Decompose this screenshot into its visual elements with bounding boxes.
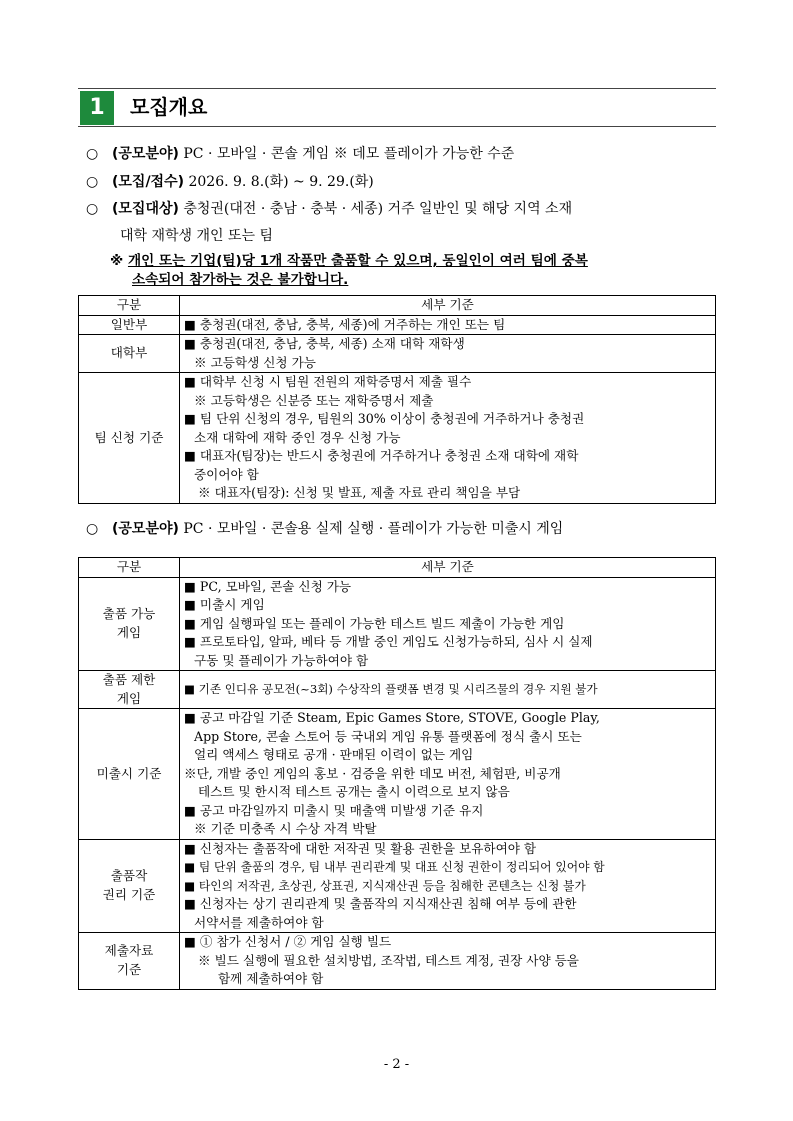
detail-line: 얼리 액세스 형태로 공개 · 판매된 이력이 없는 게임	[194, 747, 474, 762]
table-row	[79, 671, 716, 709]
detail-line: ■ 게임 실행파일 또는 플레이 가능한 테스트 빌드 제출이 가능한 게임	[184, 615, 565, 631]
detail-line: ■ 대학부 신청 시 팀원 전원의 재학증명서 제출 필수	[184, 374, 472, 389]
row-detail	[180, 373, 716, 504]
table-row	[79, 577, 716, 671]
detail-line: ■ 충청권(대전, 충남, 충북, 세종) 소재 대학 재학생	[184, 336, 465, 351]
row-detail	[180, 839, 716, 933]
header-top-rule	[78, 88, 716, 89]
row-category: 일반부	[79, 315, 180, 335]
detail-line: ※ 고등학생은 신분증 또는 재학증명서 제출	[194, 392, 434, 408]
category-line: 출품 제한	[102, 672, 156, 687]
category-line: 출품 가능	[102, 606, 156, 622]
detail-line: ※ 기준 미충족 시 수상 자격 박탈	[194, 821, 377, 836]
row-category	[79, 933, 180, 990]
header-category: 구분	[79, 296, 180, 316]
row-detail	[180, 709, 716, 840]
detail-line: App Store, 콘솔 스토어 등 국내외 게임 유통 플랫폼에 정식 출시 또는	[194, 728, 582, 744]
table-row	[79, 335, 716, 373]
bullet-field-detail	[86, 518, 563, 540]
bullet-period	[86, 171, 374, 193]
row-category	[79, 577, 180, 671]
bullet-label: (공모분야)	[112, 146, 179, 162]
notice-line-1: 개인 또는 기업(팀)당 1개 작품만 출품할 수 있으며, 동일인이 여러 팀에 중복	[127, 253, 588, 269]
bullet-label: (공모분야)	[112, 521, 179, 537]
detail-line: ■ 팀 단위 출품의 경우, 팀 내부 권리관계 및 대표 신청 권한이 정리되어 있어야 함	[184, 860, 605, 874]
detail-line: 함께 제출하여야 함	[218, 971, 324, 986]
detail-line: ※단, 개발 중인 게임의 홍보 · 검증을 위한 데모 버전, 체험판, 비공개	[184, 765, 561, 781]
category-line: 기준	[116, 961, 142, 977]
bullet-target	[86, 198, 572, 220]
circle-bullet-icon: ○	[86, 201, 99, 217]
detail-line: ■ 기존 인디유 공모전(~3회) 수상작의 플랫폼 변경 및 시리즈물의 경우 지원 불가	[184, 682, 598, 697]
category-line: 게임	[116, 690, 142, 706]
detail-line: ■ ① 참가 신청서 / ② 게임 실행 빌드	[184, 934, 392, 949]
detail-line: ※ 대표자(팀장): 신청 및 발표, 제출 자료 관리 책임을 부담	[198, 485, 521, 500]
row-detail	[180, 335, 716, 373]
section-number: 1	[80, 91, 114, 125]
detail-line: ■ 충청권(대전, 충남, 충북, 세종)에 거주하는 개인 또는 팀	[184, 316, 506, 332]
category-line: 게임	[116, 624, 142, 640]
eligibility-table	[78, 295, 716, 504]
bullet-text: PC · 모바일 · 콘솔용 실제 실행 · 플레이가 가능한 미출시 게임	[183, 521, 564, 537]
circle-bullet-icon: ○	[86, 174, 99, 190]
table-header-row	[79, 296, 716, 316]
table-row	[79, 373, 716, 504]
detail-line: ■ 팀 단위 신청의 경우, 팀원의 30% 이상이 충청권에 거주하거나 충청권	[184, 411, 585, 426]
category-line: 권리 기준	[102, 886, 156, 902]
detail-line: 서약서를 제출하여야 함	[194, 914, 324, 930]
detail-line: ※ 고등학생 신청 가능	[194, 354, 316, 370]
section-title: 모집개요	[130, 95, 208, 119]
detail-line: ■ 미출시 게임	[184, 597, 265, 612]
detail-line: 중이어야 함	[194, 466, 259, 482]
detail-line: ■ 신청자는 상기 권리관계 및 출품작의 지식재산권 침해 여부 등에 관한	[184, 896, 577, 911]
detail-line: ■ 신청자는 출품작에 대한 저작권 및 활용 권한을 보유하여야 함	[184, 840, 537, 856]
detail-line: 테스트 및 한시적 테스트 공개는 출시 이력으로 보지 않음	[198, 784, 510, 799]
header-bottom-rule	[78, 126, 716, 127]
bullet-text: 충청권(대전 · 충남 · 충북 · 세종) 거주 일반인 및 해당 지역 소재	[183, 201, 573, 217]
notice-line-2: 소속되어 참가하는 것은 불가합니다.	[132, 272, 349, 288]
category-line: 출품작	[110, 868, 148, 884]
detail-line: ■ 공고 마감일까지 미출시 및 매출액 미발생 기준 유지	[184, 802, 484, 818]
table-row	[79, 315, 716, 335]
row-detail	[180, 671, 716, 709]
table-header-row	[79, 558, 716, 578]
row-category	[79, 671, 180, 709]
notice-mark: ※	[110, 253, 124, 269]
criteria-table	[78, 557, 716, 990]
page-number: - 2 -	[383, 1057, 410, 1072]
row-detail	[180, 933, 716, 990]
table-row	[79, 709, 716, 840]
table-row	[79, 933, 716, 990]
bullet-target-continued: 대학 재학생 개인 또는 팀	[120, 228, 274, 244]
bullet-text: PC · 모바일 · 콘솔 게임 ※ 데모 플레이가 가능한 수준	[183, 146, 515, 162]
row-category: 팀 신청 기준	[79, 373, 180, 504]
row-category: 미출시 기준	[79, 709, 180, 840]
detail-line: ■ 대표자(팀장)는 반드시 충청권에 거주하거나 충청권 소재 대학에 재학	[184, 448, 579, 463]
detail-line: ■ 타인의 저작권, 초상권, 상표권, 지식재산권 등을 침해한 콘텐츠는 신청 불가	[184, 878, 586, 893]
header-detail: 세부 기준	[180, 296, 716, 316]
detail-line: ※ 빌드 실행에 필요한 설치방법, 조작법, 테스트 계정, 권장 사양 등을	[198, 952, 579, 968]
detail-line: ■ PC, 모바일, 콘솔 신청 가능	[184, 578, 352, 594]
bullet-text: 2026. 9. 8.(화) ~ 9. 29.(화)	[188, 174, 374, 190]
row-detail	[180, 577, 716, 671]
detail-line: 소재 대학에 재학 중인 경우 신청 가능	[194, 429, 401, 445]
eligibility-notice	[110, 252, 720, 290]
section-header	[78, 88, 716, 128]
header-category: 구분	[79, 558, 180, 578]
detail-line: 구동 및 플레이가 가능하여야 함	[194, 652, 369, 668]
circle-bullet-icon: ○	[86, 146, 99, 162]
row-category: 대학부	[79, 335, 180, 373]
row-detail	[180, 315, 716, 335]
circle-bullet-icon: ○	[86, 521, 99, 537]
table-row	[79, 839, 716, 933]
category-line: 제출자료	[104, 943, 154, 959]
bullet-field	[86, 143, 514, 165]
detail-line: ■ 프로토타입, 알파, 베타 등 개발 중인 게임도 신청가능하되, 심사 시 실제	[184, 634, 593, 649]
header-detail: 세부 기준	[180, 558, 716, 578]
bullet-label: (모집대상)	[112, 201, 179, 217]
bullet-label: (모집/접수)	[112, 174, 185, 190]
detail-line: ■ 공고 마감일 기준 Steam, Epic Games Store, STOVE, Google Play,	[184, 710, 600, 725]
row-category	[79, 839, 180, 933]
